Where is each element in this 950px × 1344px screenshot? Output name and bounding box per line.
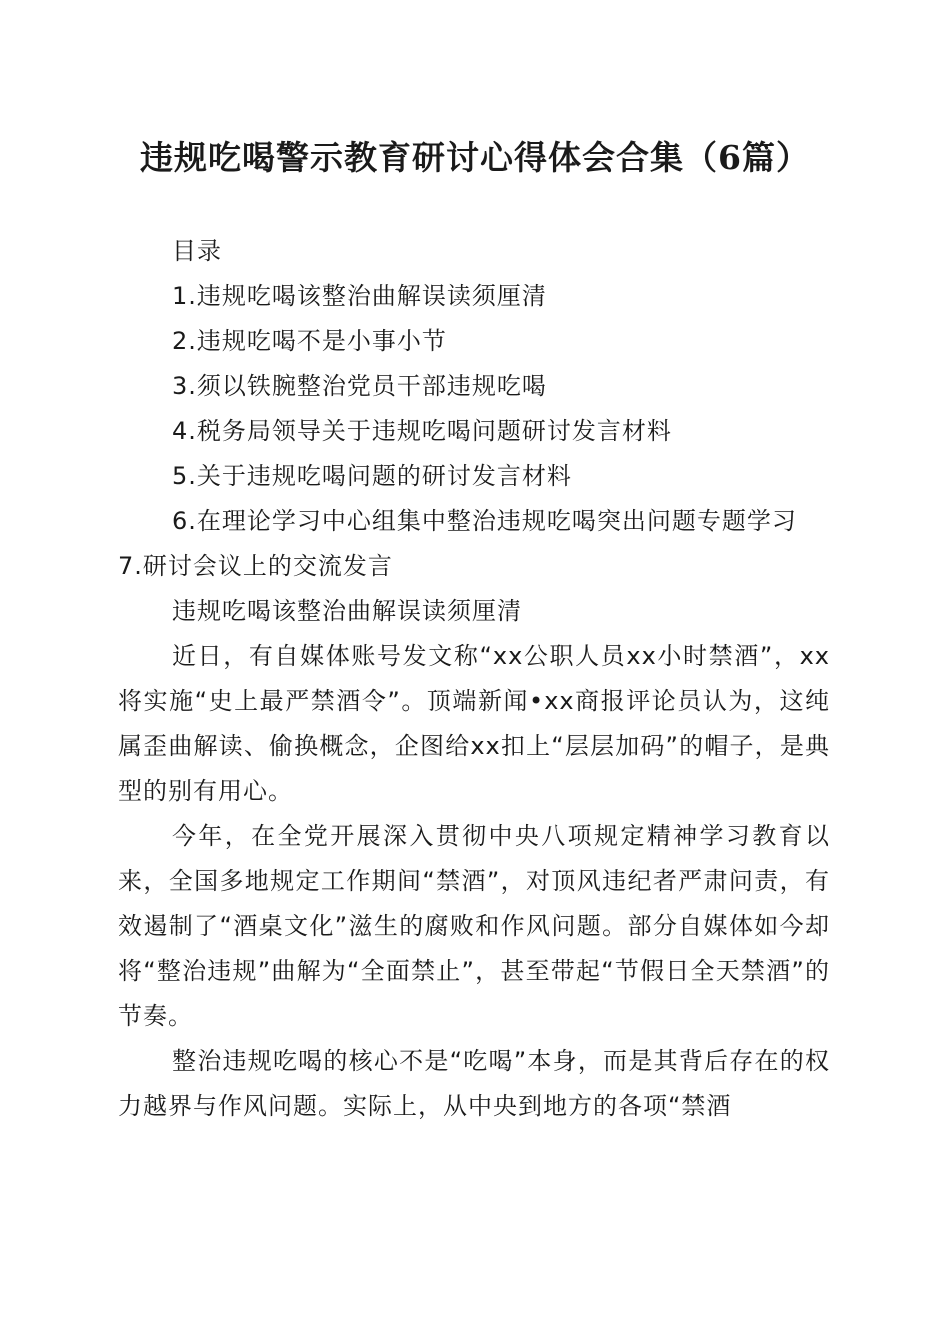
toc-item: 6.在理论学习中心组集中整治违规吃喝突出问题专题学习 <box>172 507 797 535</box>
paragraph: 整治违规吃喝的核心不是“吃喝”本身，而是其背后存在的权力越界与作风问题。实际上，从中央到地方的各项“禁酒 <box>118 1047 830 1120</box>
toc-heading: 目录 <box>172 237 222 265</box>
toc-item: 4.税务局领导关于违规吃喝问题研讨发言材料 <box>172 417 672 445</box>
paragraph: 今年，在全党开展深入贯彻中央八项规定精神学习教育以来，全国多地规定工作期间“禁酒”，对顶风违纪者严肃问责，有效遏制了“酒桌文化”滋生的腐败和作风问题。部分自媒体如今却将“整治违规”曲解为“全面禁止”，甚至带起“节假日全天禁酒”的节奏。 <box>118 822 830 1030</box>
document-title: 违规吃喝警示教育研讨心得体会合集（6篇） <box>140 138 810 177</box>
toc-item: 7.研讨会议上的交流发言 <box>118 552 393 580</box>
toc-item: 2.违规吃喝不是小事小节 <box>172 327 447 355</box>
section-title: 违规吃喝该整治曲解误读须厘清 <box>172 597 522 625</box>
paragraph: 近日，有自媒体账号发文称“xx公职人员xx小时禁酒”，xx将实施“史上最严禁酒令”。顶端新闻•xx商报评论员认为，这纯属歪曲解读、偷换概念，企图给xx扣上“层层加码”的帽子，是典型的别有用心。 <box>118 642 830 805</box>
toc-item: 5.关于违规吃喝问题的研讨发言材料 <box>172 462 572 490</box>
document-body <box>118 229 830 1129</box>
toc-item: 3.须以铁腕整治党员干部违规吃喝 <box>172 372 547 400</box>
toc-item: 1.违规吃喝该整治曲解误读须厘清 <box>172 282 547 310</box>
